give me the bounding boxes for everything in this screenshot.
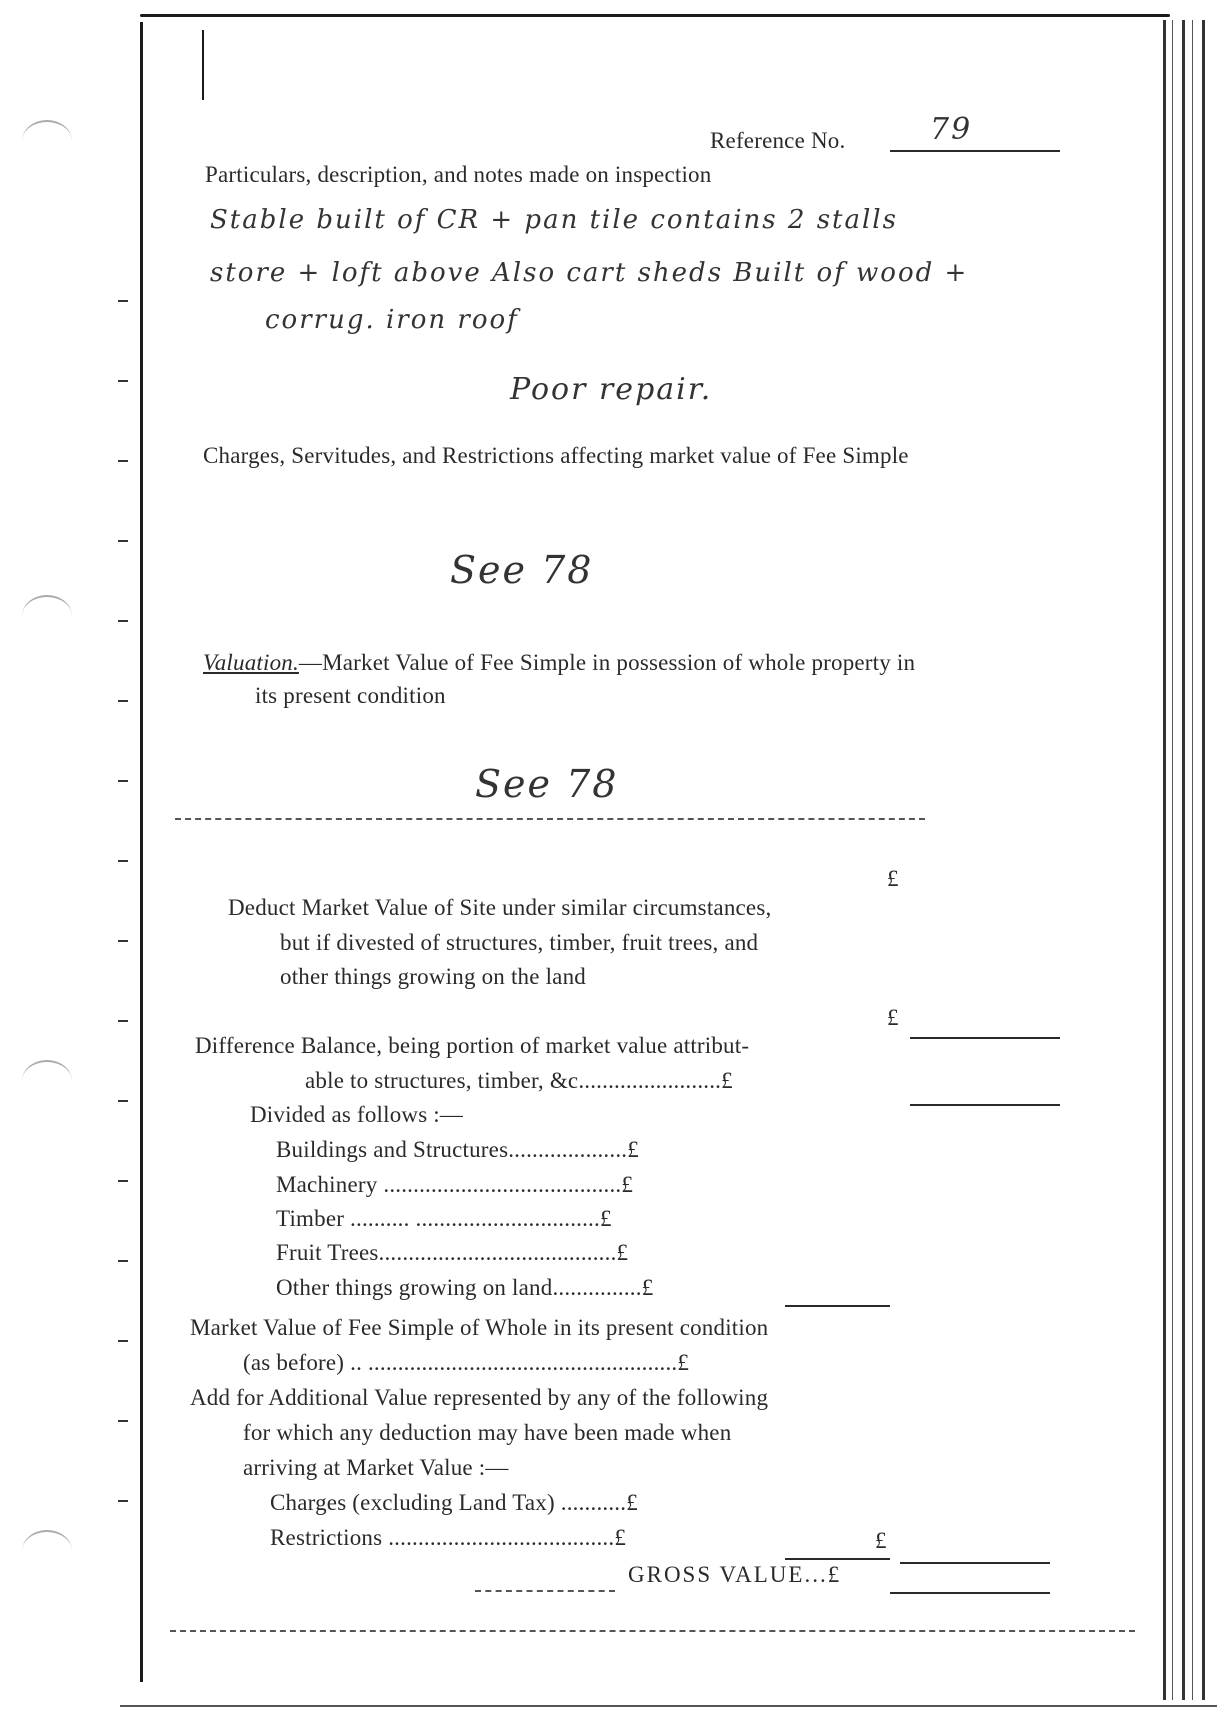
deduct-line: but if divested of structures, timber, fruit trees, and (280, 930, 759, 955)
valuation-label: Valuation. (203, 650, 299, 675)
page-stack-edge (1182, 20, 1185, 1700)
difference-line: able to structures, timber, &c........................£ (305, 1068, 733, 1093)
total-line (890, 1592, 1050, 1594)
add-line: arriving at Market Value :— (243, 1455, 509, 1480)
reference-value: 79 (930, 112, 973, 147)
add-line: for which any deduction may have been made when (243, 1420, 732, 1445)
divided-item: Machinery ........................................£ (276, 1172, 634, 1197)
handwritten-note: Poor repair. (510, 372, 713, 407)
punch-hole (22, 595, 72, 637)
pound-sign: £ (887, 1005, 899, 1030)
bottom-rule (120, 1705, 1217, 1707)
margin-ticks (118, 300, 132, 1600)
difference-line: Difference Balance, being portion of market value attribut- (195, 1033, 750, 1058)
divided-item: Buildings and Structures....................£ (276, 1137, 639, 1162)
handwritten-note: Stable built of CR + pan tile contains 2 stalls (210, 205, 898, 235)
punch-hole (22, 1530, 72, 1572)
divided-item: Fruit Trees........................................£ (276, 1240, 629, 1265)
punch-hole (22, 1060, 72, 1102)
deduct-line: other things growing on the land (280, 964, 586, 989)
pound-sign: £ (875, 1528, 887, 1553)
punch-hole (22, 120, 72, 162)
valuation-paragraph (203, 650, 915, 676)
dashed-separator (475, 1590, 615, 1592)
page-stack-edge (1192, 20, 1193, 1700)
inspection-heading: Particulars, description, and notes made on inspection (205, 162, 712, 187)
market-value-line: (as before) .. ....................................................£ (243, 1350, 690, 1375)
dashed-separator (175, 818, 925, 820)
reference-label: Reference No. (710, 128, 846, 153)
charges-heading: Charges, Servitudes, and Restrictions affecting market value of Fee Simple (203, 443, 909, 468)
page-stack-edge (1163, 20, 1166, 1700)
amount-line (900, 1562, 1050, 1564)
valuation-text-line2: its present condition (255, 683, 446, 708)
page-top-border (140, 14, 1170, 17)
page-stack-edge (1202, 20, 1205, 1700)
subtotal-line (785, 1558, 890, 1560)
gross-value: GROSS VALUE...£ (628, 1562, 842, 1587)
add-item: Restrictions ......................................£ (270, 1525, 627, 1550)
market-value-line: Market Value of Fee Simple of Whole in its present condition (190, 1315, 769, 1340)
handwritten-see-78: See 78 (475, 762, 619, 806)
dashed-separator (170, 1630, 1135, 1632)
amount-line (910, 1104, 1060, 1106)
page-left-border (140, 22, 143, 1682)
handwritten-note: corrug. iron roof (265, 305, 519, 335)
add-line: Add for Additional Value represented by any of the following (190, 1385, 769, 1410)
pound-sign: £ (887, 866, 899, 891)
add-item: Charges (excluding Land Tax) ...........£ (270, 1490, 638, 1515)
amount-line (910, 1037, 1060, 1039)
deduct-line: Deduct Market Value of Site under similar circumstances, (228, 895, 772, 920)
divided-item: Timber .......... ...............................£ (276, 1206, 612, 1231)
divided-item: Other things growing on land...............£ (276, 1275, 654, 1300)
divided-heading: Divided as follows :— (250, 1102, 464, 1127)
subtotal-line (785, 1305, 890, 1307)
handwritten-note: store + loft above Also cart sheds Built of wood + (210, 258, 969, 288)
valuation-text: —Market Value of Fee Simple in possession of whole property in (298, 650, 916, 675)
reference-underline (890, 150, 1060, 152)
margin-mark (202, 30, 204, 100)
handwritten-see-78: See 78 (450, 548, 594, 592)
page-stack-edge (1172, 20, 1173, 1700)
